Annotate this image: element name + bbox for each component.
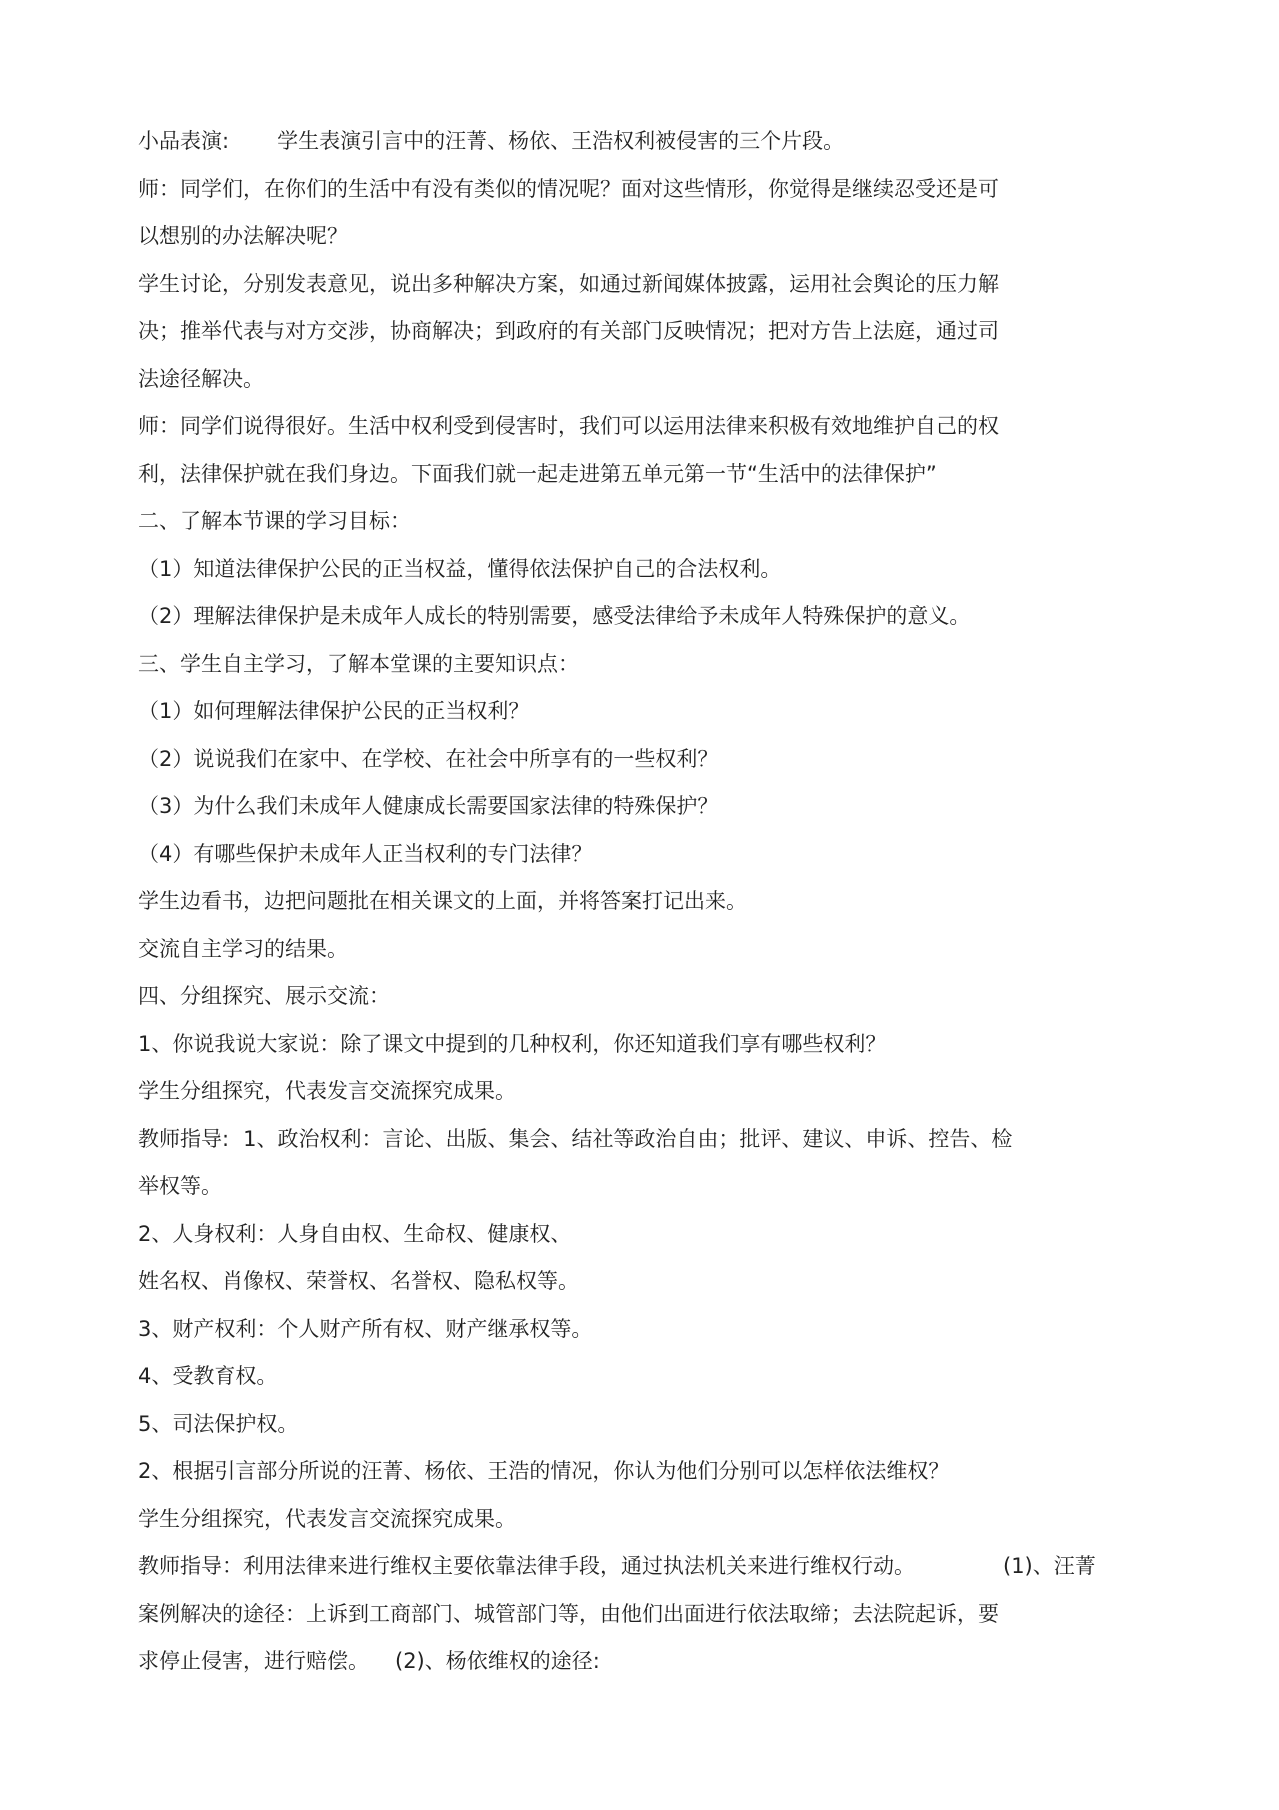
- text-line: [138, 546, 1078, 594]
- text-line: [138, 1543, 1096, 1591]
- text-segment: 交流自主学习的结果。: [138, 936, 348, 961]
- text-line: [138, 1353, 1078, 1401]
- text-segment: 决；推举代表与对方交涉，协商解决；到政府的有关部门反映情况；把对方告上法庭，通过司: [138, 319, 999, 343]
- text-line: [138, 451, 1078, 499]
- text-line: [138, 1591, 1078, 1639]
- text-segment: 2、人身权利：人身自由权、生命权、健康权、: [138, 1221, 572, 1246]
- text-line: [138, 831, 1078, 879]
- text-segment: 5、司法保护权。: [138, 1411, 299, 1436]
- text-segment: 4、受教育权。: [138, 1364, 278, 1388]
- text-line: [138, 593, 1078, 641]
- text-line: [138, 1496, 1078, 1544]
- text-segment: 三、学生自主学习，了解本堂课的主要知识点：: [138, 651, 579, 676]
- text-segment: 3、财产权利：个人财产所有权、财产继承权等。: [138, 1316, 593, 1341]
- text-segment: 以想别的办法解决呢？: [138, 224, 348, 248]
- text-line: [138, 973, 1078, 1021]
- text-line: [138, 641, 1078, 689]
- text-segment: （1）如何理解法律保护公民的正当权利？: [138, 699, 530, 723]
- text-line: [138, 1258, 1078, 1306]
- text-segment: 求停止侵害，进行赔偿。: [138, 1649, 369, 1673]
- text-segment: 姓名权、肖像权、荣誉权、名誉权、隐私权等。: [138, 1269, 579, 1293]
- text-segment: 学生表演引言中的汪菁、杨依、王浩权利被侵害的三个片段。: [277, 129, 845, 153]
- text-line: [138, 1306, 1078, 1354]
- text-line: [138, 736, 1078, 784]
- text-line: [138, 261, 1078, 309]
- text-segment: 师：同学们说得很好。生活中权利受到侵害时，我们可以运用法律来积极有效地维护自己的权: [138, 414, 999, 438]
- text-line: [138, 1021, 1078, 1069]
- text-line: [138, 118, 1078, 166]
- document-body: [138, 118, 1096, 1686]
- text-line: [138, 356, 1078, 404]
- text-line: [138, 403, 1078, 451]
- text-segment: (1)、汪菁: [1003, 1554, 1096, 1578]
- text-segment: 1、政治权利：言论、出版、集会、结社等政治自由；批评、建议、申诉、控告、检: [243, 1126, 1013, 1151]
- text-segment: （1）知道法律保护公民的正当权益，懂得依法保护自己的合法权利。: [138, 556, 782, 581]
- text-segment: 利，法律保护就在我们身边。下面我们就一起走进第五单元第一节“生活中的法律保护”: [138, 461, 937, 486]
- text-line: [138, 1401, 1078, 1449]
- text-line: [138, 1211, 1078, 1259]
- text-segment: 教师指导：利用法律来进行维权主要依靠法律手段，通过执法机关来进行维权行动。: [138, 1554, 915, 1578]
- text-line: [138, 1068, 1078, 1116]
- text-line: [138, 1163, 1078, 1211]
- text-line: [138, 498, 1078, 546]
- text-line: [138, 1638, 1078, 1686]
- text-segment: （3）为什么我们未成年人健康成长需要国家法律的特殊保护？: [138, 794, 719, 818]
- text-segment: 案例解决的途径：上诉到工商部门、城管部门等，由他们出面进行依法取缔；去法院起诉，要: [138, 1601, 999, 1626]
- text-segment: （4）有哪些保护未成年人正当权利的专门法律？: [138, 841, 593, 866]
- text-segment: 学生分组探究，代表发言交流探究成果。: [138, 1079, 516, 1103]
- text-line: [138, 783, 1078, 831]
- text-line: [138, 878, 1078, 926]
- text-segment: 小品表演:: [138, 129, 230, 153]
- text-segment: 2、根据引言部分所说的汪菁、杨依、王浩的情况，你认为他们分别可以怎样依法维权？: [138, 1459, 950, 1483]
- text-line: [138, 213, 1078, 261]
- text-segment: 学生分组探究，代表发言交流探究成果。: [138, 1506, 516, 1531]
- text-segment: 教师指导:: [138, 1126, 230, 1151]
- text-line: [138, 308, 1078, 356]
- text-line: [138, 1116, 1078, 1164]
- text-segment: 二、了解本节课的学习目标：: [138, 509, 411, 533]
- text-segment: 举权等。: [138, 1174, 222, 1198]
- text-segment: 师：同学们，在你们的生活中有没有类似的情况呢？面对这些情形，你觉得是继续忍受还是可: [138, 176, 999, 201]
- text-segment: 法途径解决。: [138, 366, 264, 391]
- text-line: [138, 166, 1078, 214]
- text-segment: 学生边看书，边把问题批在相关课文的上面，并将答案打记出来。: [138, 889, 747, 913]
- text-segment: （2）理解法律保护是未成年人成长的特别需要，感受法律给予未成年人特殊保护的意义。: [138, 604, 971, 628]
- text-segment: （2）说说我们在家中、在学校、在社会中所享有的一些权利？: [138, 746, 719, 771]
- text-segment: 四、分组探究、展示交流：: [138, 984, 390, 1008]
- text-line: [138, 688, 1078, 736]
- text-line: [138, 1448, 1078, 1496]
- text-segment: (2)、杨依维权的途径:: [395, 1649, 600, 1673]
- text-segment: 学生讨论，分别发表意见，说出多种解决方案，如通过新闻媒体披露，运用社会舆论的压力解: [138, 271, 999, 296]
- text-line: [138, 926, 1078, 974]
- text-segment: 1、你说我说大家说：除了课文中提到的几种权利，你还知道我们享有哪些权利？: [138, 1031, 887, 1056]
